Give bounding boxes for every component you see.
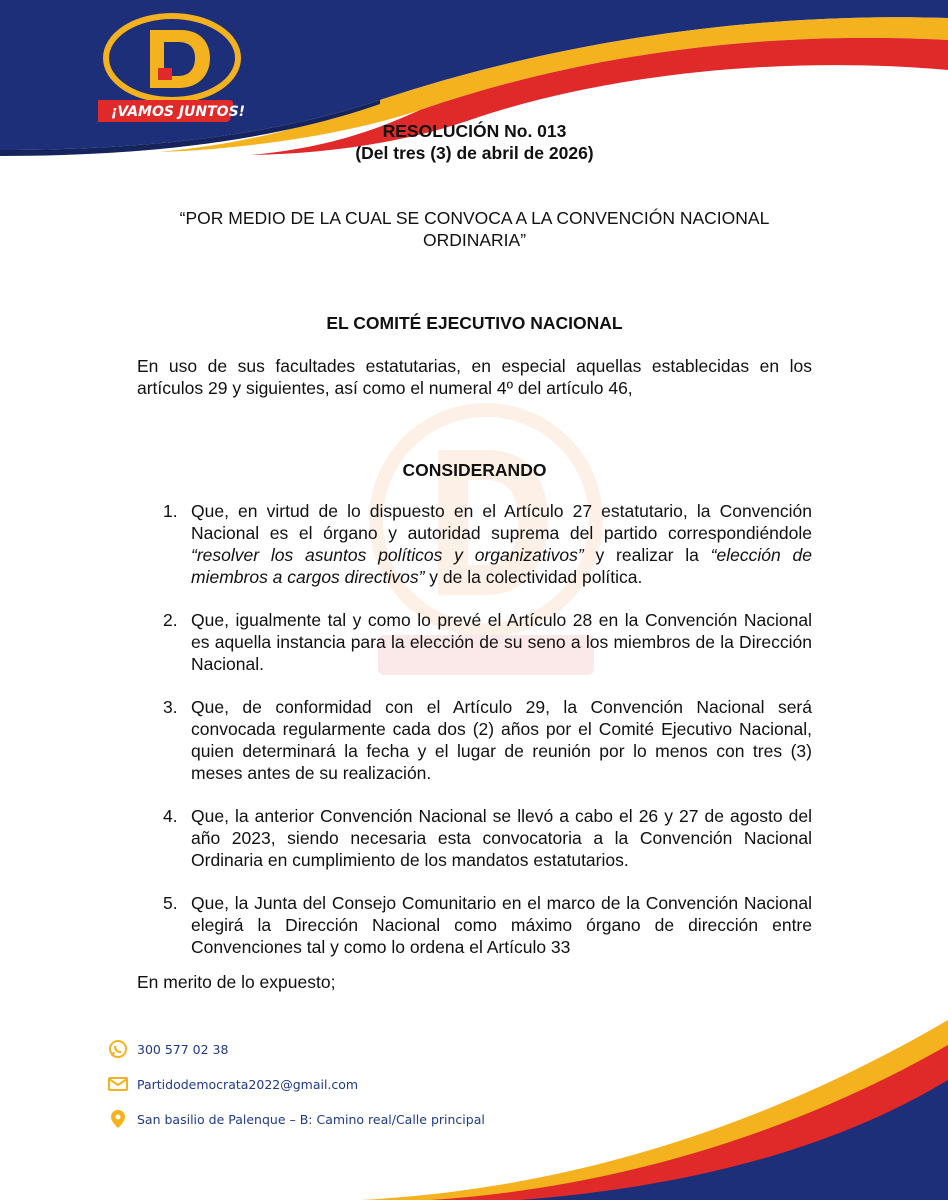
item-text: y de la colectividad política. xyxy=(424,567,643,587)
committee-heading: EL COMITÉ EJECUTIVO NACIONAL xyxy=(326,313,623,333)
mail-icon xyxy=(107,1073,129,1095)
purpose-line-2: ORDINARIA” xyxy=(422,230,527,250)
closing-line: En merito de lo expuesto; xyxy=(137,972,336,992)
contact-phone xyxy=(107,1038,228,1060)
item-text: Que, de conformidad con el Artículo 29, la Convención Nacional será convocada regularmente cada dos (2) años por el Comité Ejecutivo Nacional, quien determinará la fecha y el lugar de reunión por lo menos con tres (3) meses antes de su realización. xyxy=(191,697,812,783)
item-text: y realizar la xyxy=(583,545,711,565)
email-address: Partidodemocrata2022@gmail.com xyxy=(137,1076,359,1092)
item-text: Que, igualmente tal y como lo prevé el Artículo 28 en la Convención Nacional es aquella instancia para la elección de su seno a los miembros de la Dirección Nacional. xyxy=(191,610,812,674)
item-text: Que, en virtud de lo dispuesto en el Artículo 27 estatutario, la Convención Nacional es el órgano y autoridad suprema del partido correspondiéndole xyxy=(191,501,812,543)
resolution-date: (Del tres (3) de abril de 2026) xyxy=(355,143,594,163)
item-number: 4. xyxy=(163,806,178,826)
item-number: 2. xyxy=(163,610,178,630)
intro-paragraph: En uso de sus facultades estatutarias, en especial aquellas establecidas en los artículos 29 y siguientes, así como el numeral 4º del artículo 46, xyxy=(137,356,812,398)
considering-heading: CONSIDERANDO xyxy=(402,460,547,480)
list-item xyxy=(137,805,812,871)
list-item xyxy=(137,892,812,958)
considering-list xyxy=(137,500,812,979)
item-number: 5. xyxy=(163,893,178,913)
resolution-purpose xyxy=(137,207,812,251)
whatsapp-icon xyxy=(107,1038,129,1060)
item-number: 3. xyxy=(163,697,178,717)
list-item xyxy=(137,696,812,784)
list-item xyxy=(137,609,812,675)
contact-address xyxy=(107,1108,485,1130)
phone-number: 300 577 02 38 xyxy=(137,1041,229,1057)
street-address: San basilio de Palenque – B: Camino real/Calle principal xyxy=(137,1111,485,1127)
purpose-line-1: “POR MEDIO DE LA CUAL SE CONVOCA A LA CONVENCIÓN NACIONAL xyxy=(179,208,770,228)
party-logo xyxy=(98,8,258,126)
item-text: Que, la anterior Convención Nacional se llevó a cabo el 26 y 27 de agosto del año 2023, siendo necesaria esta convocatoria a la Convención Nacional Ordinaria en cumplimiento de los mandatos estatutarios. xyxy=(191,806,812,870)
contact-email xyxy=(107,1073,358,1095)
list-item xyxy=(137,500,812,588)
slogan-text: ¡VAMOS JUNTOS! xyxy=(110,104,246,120)
location-pin-icon xyxy=(107,1108,129,1130)
resolution-title: RESOLUCIÓN No. 013 xyxy=(382,121,567,141)
item-number: 1. xyxy=(163,501,178,521)
item-text: Que, la Junta del Consejo Comunitario en el marco de la Convención Nacional elegirá la Dirección Nacional como máximo órgano de dirección entre Convenciones tal y como lo ordena el Artículo 33 xyxy=(191,893,812,957)
item-quote: “resolver los asuntos políticos y organizativos” xyxy=(191,545,584,565)
item-quote: “elección de miembros a cargos directivos” xyxy=(191,545,812,587)
